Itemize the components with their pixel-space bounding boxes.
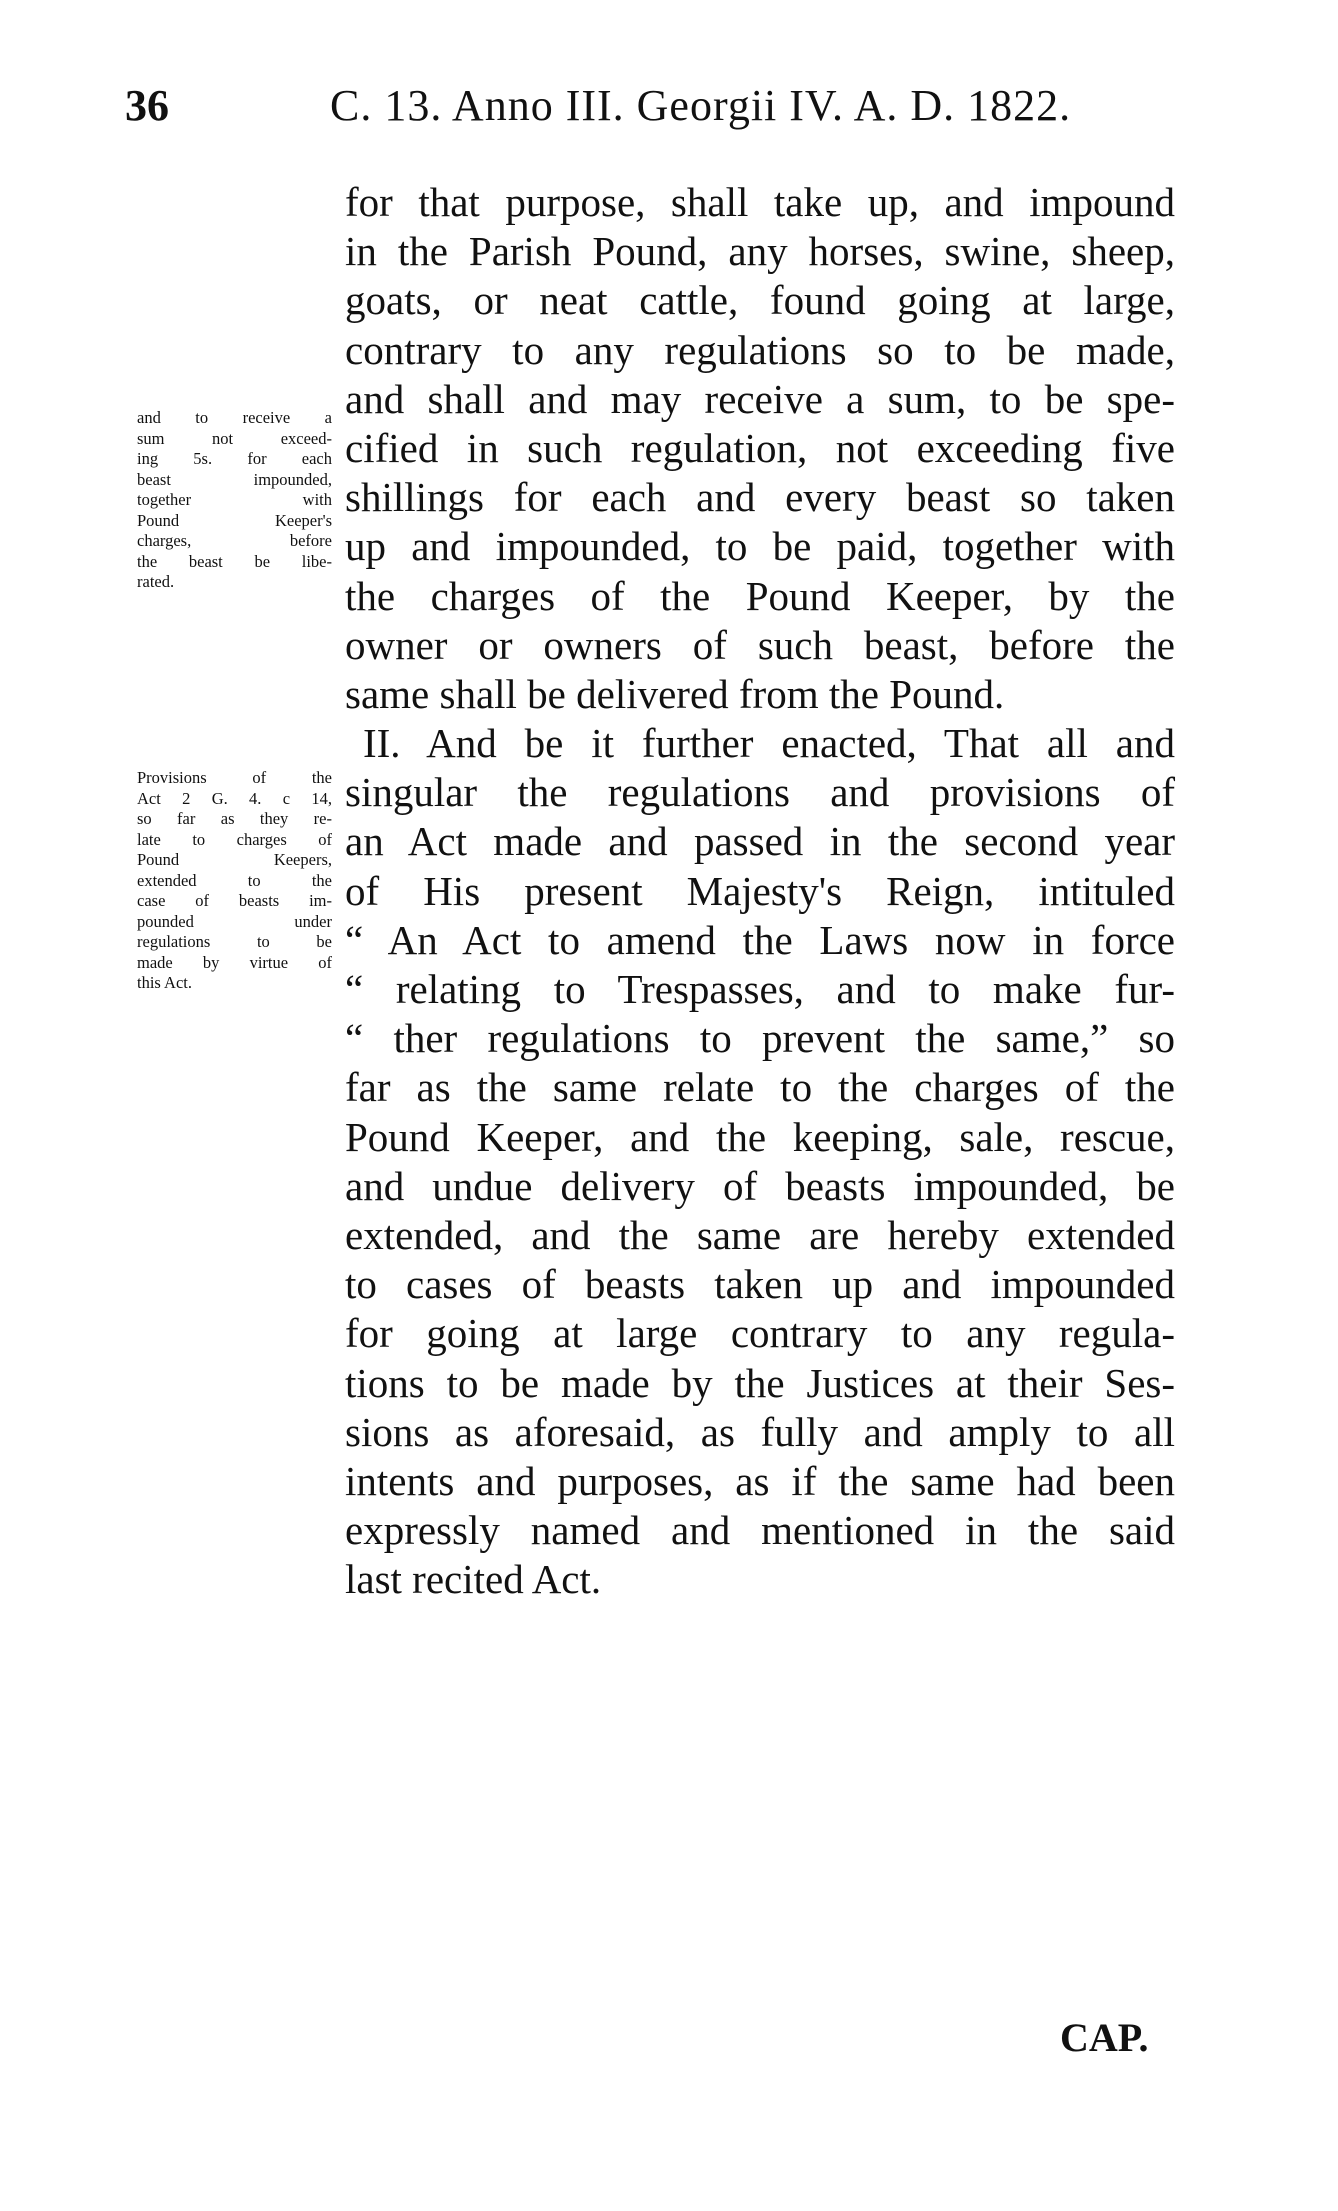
- body-line: contrary to any regulations so to be made,: [345, 326, 1175, 373]
- body-line: sions as aforesaid, as fully and amply to all: [345, 1408, 1175, 1455]
- body-line: “ ther regulations to prevent the same,” so: [345, 1015, 1175, 1062]
- body-line: to cases of beasts taken up and impounded: [345, 1261, 1175, 1308]
- catchword: CAP.: [1060, 2015, 1149, 2060]
- main-text-column: [345, 178, 1175, 1604]
- margin-note-line: so far as they re-: [137, 809, 332, 828]
- margin-note-line: beast impounded,: [137, 469, 332, 489]
- margin-note-line: Pound Keepers,: [137, 850, 332, 869]
- body-line: and shall and may receive a sum, to be spe-: [345, 375, 1175, 422]
- margin-note-line: Act 2 G. 4. c 14,: [137, 788, 332, 808]
- body-line: and undue delivery of beasts impounded, be: [345, 1162, 1175, 1209]
- body-line: far as the same relate to the charges of the: [345, 1064, 1175, 1111]
- margin-note-line: regulations to be: [137, 932, 332, 951]
- body-line: shillings for each and every beast so taken: [345, 474, 1175, 521]
- margin-note-line: case of beasts im-: [137, 891, 332, 910]
- body-line: Pound Keeper, and the keeping, sale, rescue,: [345, 1113, 1175, 1160]
- body-line: the charges of the Pound Keeper, by the: [345, 572, 1175, 619]
- margin-note-line: the beast be libe-: [137, 551, 332, 571]
- body-line: for going at large contrary to any regula-: [345, 1310, 1175, 1357]
- running-head: C. 13. Anno III. Georgii IV. A. D. 1822.: [330, 81, 1072, 130]
- margin-note-line: this Act.: [137, 973, 193, 992]
- body-line: for that purpose, shall take up, and impound: [345, 179, 1175, 225]
- body-line: up and impounded, to be paid, together with: [345, 523, 1175, 570]
- section-ii-start: II. And be it further enacted, That all and: [363, 720, 1175, 767]
- margin-note-line: made by virtue of: [137, 952, 332, 972]
- body-line: owner or owners of such beast, before the: [345, 621, 1175, 668]
- margin-note-line: extended to the: [137, 870, 332, 890]
- body-line: “ relating to Trespasses, and to make fur-: [345, 966, 1175, 1012]
- body-line: of His present Majesty's Reign, intituled: [345, 867, 1175, 914]
- page-number: 36: [125, 81, 169, 130]
- margin-note-impounding-fee: [137, 408, 332, 593]
- body-line: in the Parish Pound, any horses, swine, sheep,: [345, 228, 1175, 275]
- body-line: last recited Act.: [345, 1556, 602, 1603]
- margin-note-line: charges, before: [137, 531, 332, 550]
- margin-note-line: Provisions of the: [137, 768, 332, 787]
- margin-note-line: and to receive a: [137, 408, 332, 427]
- body-line: goats, or neat cattle, found going at large,: [345, 277, 1175, 324]
- body-line: tions to be made by the Justices at their Ses-: [345, 1359, 1175, 1406]
- body-line: an Act made and passed in the second year: [345, 818, 1175, 865]
- body-line: expressly named and mentioned in the said: [345, 1507, 1175, 1554]
- margin-note-line: together with: [137, 490, 332, 509]
- margin-note-line: Pound Keeper's: [137, 510, 332, 530]
- body-line: same shall be delivered from the Pound.: [345, 670, 1005, 717]
- body-line: extended, and the same are hereby extended: [345, 1211, 1175, 1258]
- margin-note-line: sum not exceed-: [137, 428, 332, 448]
- margin-note-line: ing 5s. for each: [137, 449, 332, 468]
- body-line: “ An Act to amend the Laws now in force: [345, 916, 1175, 963]
- body-line: intents and purposes, as if the same had been: [345, 1457, 1175, 1504]
- margin-note-line: rated.: [137, 572, 175, 591]
- body-line: singular the regulations and provisions of: [345, 769, 1175, 816]
- body-line: cified in such regulation, not exceeding five: [345, 424, 1175, 471]
- margin-note-line: pounded under: [137, 911, 332, 931]
- margin-note-provisions-extended: [137, 768, 332, 994]
- margin-note-line: late to charges of: [137, 829, 332, 849]
